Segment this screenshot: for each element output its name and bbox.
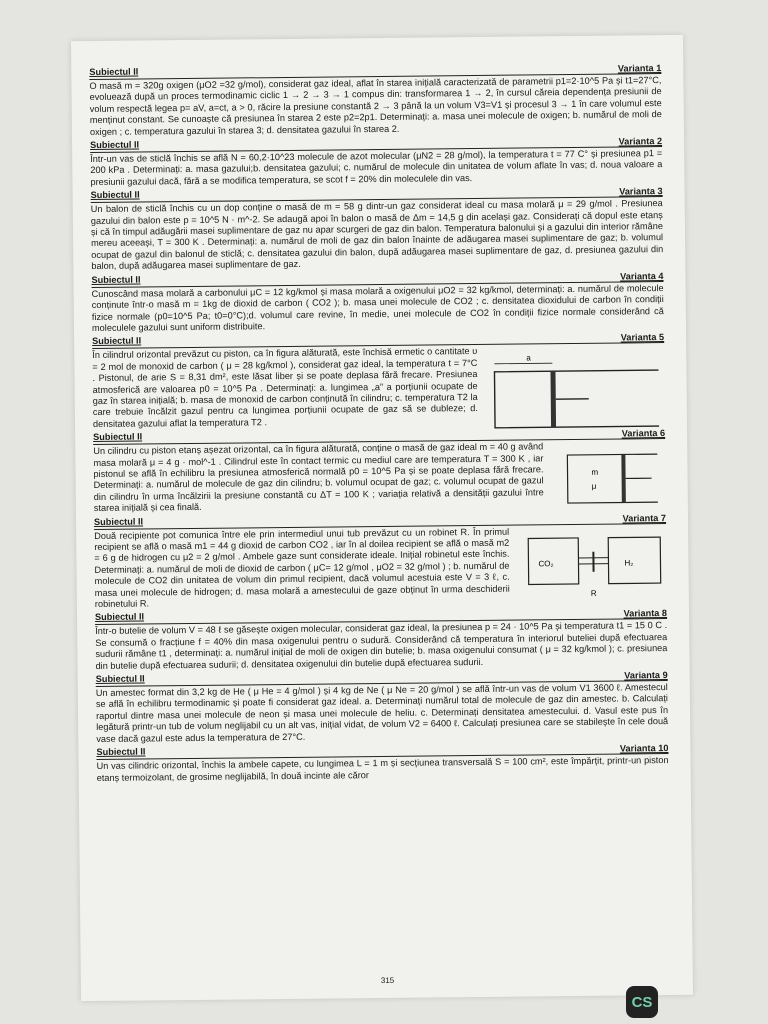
two-containers-figure bbox=[524, 531, 665, 600]
piston bbox=[550, 371, 556, 427]
page-number: 315 bbox=[380, 975, 395, 986]
variant-label: Varianta 3 bbox=[619, 186, 663, 197]
problem-variant-2 bbox=[90, 134, 662, 188]
problem-variant-6 bbox=[93, 426, 666, 514]
dimension-line bbox=[494, 364, 552, 365]
subject-heading: Subiectul II bbox=[95, 673, 145, 685]
molar-mass-label: μ bbox=[591, 481, 597, 491]
length-label-a: a bbox=[526, 353, 531, 363]
container-h2 bbox=[608, 537, 660, 584]
h2-label: H₂ bbox=[624, 557, 634, 568]
document-content bbox=[89, 61, 668, 786]
subject-heading: Subiectul II bbox=[90, 139, 140, 151]
valve-label: R bbox=[590, 588, 597, 598]
problem-variant-4 bbox=[91, 269, 664, 335]
variant-label: Varianta 1 bbox=[617, 63, 662, 74]
variant-label: Varianta 10 bbox=[619, 743, 669, 754]
co2-label: CO₂ bbox=[538, 558, 554, 568]
problem-text: Într-o butelie de volum V = 48 ℓ se găsește oxigen molecular, considerat gaz ideal, la presiunea p = 24 · 10^5 Pa și temperatura t1 = 15 0 C . Se consumă o fracțiune f = 40% din masa oxigenului pentru o sudură. Considerând că temperatura în interiorul buteliei după efectuarea sudurii rămâne t1 , determinați: a. numărul inițial de moli de oxigen din butelie; b. masa oxigenului consumat ( μ = 32 kg/kmol ); c. presiunea din butelie după efectuarea sudurii; d. densitatea oxigenului din butelie după efectuarea sudurii. bbox=[95, 620, 668, 671]
variant-label: Varianta 2 bbox=[618, 136, 663, 147]
variant-label: Varianta 8 bbox=[623, 608, 668, 619]
variant-label: Varianta 4 bbox=[620, 270, 664, 282]
problem-variant-10 bbox=[96, 741, 668, 784]
variant-label: Varianta 7 bbox=[622, 512, 667, 524]
problem-text: Un vas cilindric orizontal, închis la ambele capete, cu lungimea L = 1 m și secțiunea transversală S = 100 cm², este împărțit, printr-un piston etanș termoizolant, de grosime neglijabilă, în două incinte ale căror bbox=[96, 755, 669, 783]
subject-heading: Subiectul II bbox=[91, 274, 141, 285]
problem-text: Cunoscând masa molară a carbonului μC = 12 kg/kmol și masa molară a oxigenului μO2 = 32 kg/kmol, determinați: a. numărul de molecule conținute într-o masă m = 1kg de dioxid de carbon ( CO2 ); b. masa unei molecule de CO2 ; c. densitatea dioxidului de carbon în condiții fizice normale (p0=10^5 Pa; t0=0°C);d. volumul care revine, în medie, unei molecule de CO2 în condiții fizice normale considerând că moleculele gazului sunt uniform distribuite. bbox=[91, 282, 664, 333]
problem-variant-1 bbox=[89, 61, 662, 138]
variant-label: Varianta 9 bbox=[624, 670, 668, 681]
problem-text: Două recipiente pot comunica între ele prin intermediul unui tub prevăzut cu un robinet R. În primul recipient se află o masă m1 = 44 g dioxid de carbon CO2 , iar în al doilea recipient se află o masă m2 = 6 g de hidrogen cu μ2 = 2 g/mol . Ambele gaze sunt considerate ideale. Inițial robinetul este închis. Determinați: a. numărul de moli de dioxid de carbon ( μC= 12 g/mol , μO2 = 32 g/mol ) ; b. numărul de molecule de CO2 din unitatea de volum din primul recipient, dacă volumul acestuia este V = 3 ℓ, c. masa unei molecule de hidrogen; d. masa molară a amestecului de gaze obținut în urma deschiderii robinetului R. bbox=[94, 526, 510, 610]
subject-heading: Subiectul II bbox=[90, 189, 140, 201]
problem-variant-5 bbox=[92, 330, 665, 430]
variant-label: Varianta 6 bbox=[621, 428, 666, 439]
camscanner-logo-icon bbox=[626, 986, 658, 1018]
problem-text: Un balon de sticlă închis cu un dop conține o masă de m = 58 g dintr-un gaz considerat ideal cu masa molară μ = 29 g/mol . Presiunea gazului din balon este p = 10^5 N · m^-2. Se adaugă apoi în balon o masă de Δm = 14,5 g din același gaz. Considerați că dopul este etanș și că în timpul adăugării masei suplimentare de gaz nu apar scurgeri de gaz din balon. Temperatura balonului și a gazului din interior rămâne mereu aceeași, T = 300 K . Determinați: a. numărul de moli de gaz din balon înainte de adăugarea masei suplimentare de gaz; b. volumul ocupat de gazul din balonul de sticlă; c. densitatea gazului din balon, după adăugarea masei suplimentare de gaz, d. presiunea gazului din balon, după adăugarea masei suplimentare de gaz. bbox=[90, 198, 664, 272]
subject-heading: Subiectul II bbox=[93, 516, 144, 527]
piston bbox=[621, 455, 626, 503]
problem-text: O masă m = 320g oxigen (μO2 =32 g/mol), considerat gaz ideal, aflat în starea inițială caracterizată de parametrii p1=2·10^5 Pa și t1=27°C, evoluează după un proces termodinamic ciclic 1 → 2 → 3 → 1 compus din: transformarea 1 → 2, în cursul căreia dependența presiunii de volum respectă legea p= aV, a=ct, a > 0, răcire la presiune constantă 2 → 3 până la un volum V3=V1 și procesul 3 → 1 în care volumul este menținut constant. Se cunoaște că presiunea în starea 2 este p2=2p1. Determinați: a. masa unei molecule de oxigen; b. numărul de moli de oxigen ; c. temperatura gazului în starea 3; d. densitatea gazului în starea 2. bbox=[89, 75, 662, 137]
problem-text: Într-un vas de sticlă închis se află N = 60,2·10^23 molecule de azot molecular (μN2 = 28 g/mol), la temperatura t = 77 C° și presiunea p1 = 200 kPa . Determinați: a. masa gazului;b. densitatea gazului; c. numărul de molecule din unitatea de volum aflate în vas; d. noua valoare a presiunii gazului dacă, fără a se modifica temperatura, se scot f = 20% din moleculele din vas. bbox=[90, 148, 663, 187]
problem-variant-3 bbox=[91, 184, 664, 272]
problem-text: În cilindrul orizontal prevăzut cu piston, ca în figura alăturată, este închisă ermetic o cantitate υ = 2 mol de monoxid de carbon ( μ = 28 kg/kmol ), considerat gaz ideal, la temperatura t = 7°C . Pistonul, de arie S = 8,31 dm², este lăsat liber și se poate deplasa fără frecare. Presiunea atmosferică are valoarea p0 = 10^5 Pa . Determinați: a. lungimea „a” a porțiunii ocupate de gaz în starea inițială; b. masa de monoxid de carbon conținută în cilindru; c. temperatura T2 la care trebuie încălzit gazul pentru ca lungimea porțiunii ocupate de gaz să se dubleze; d. densitatea gazului aflat la temperatura T2 . bbox=[92, 346, 478, 429]
mass-label: m bbox=[591, 467, 599, 477]
problem-variant-7 bbox=[94, 511, 667, 611]
subject-heading: Subiectul II bbox=[89, 66, 139, 78]
subject-heading: Subiectul II bbox=[94, 611, 145, 623]
problem-text: Un cilindru cu piston etanș așezat orizontal, ca în figura alăturată, conține o masă de gaz ideal m = 40 g având masa molară μ = 4 g · mol^-1 . Cilindrul este în contact termic cu mediul care are temperatura T = 300 K , iar pistonul se află în echilibru la presiunea atmosferică normală p0 = 10^5 Pa și se poate deplasa fără frecare. Determinați: a. numărul de molecule de gaz din cilindru; b. volumul ocupat de gaz; c. volumul ocupat de gazul din cilindru în urma încălzirii la presiune constantă cu ΔT = 100 K ; variația relativă a densității gazului între starea inițială și cea finală. bbox=[93, 441, 544, 514]
subject-heading: Subiectul II bbox=[92, 335, 142, 347]
subject-heading: Subiectul II bbox=[96, 746, 146, 758]
variant-label: Varianta 5 bbox=[620, 332, 665, 343]
cylinder-piston-figure bbox=[492, 348, 663, 432]
problem-variant-8 bbox=[95, 606, 668, 672]
logo-text: CS bbox=[631, 993, 653, 1011]
document-page bbox=[71, 35, 693, 1001]
problem-variant-9 bbox=[96, 668, 669, 745]
problem-text: Un amestec format din 3,2 kg de He ( μ He = 4 g/mol ) și 4 kg de Ne ( μ Ne = 20 g/mol ) se află într-un vas de volum V1 3600 ℓ. Amestecul se află în echilibru termodinamic și poate fi considerat gaz ideal. a. Determinați numărul total de molecule de gaz din amestec. b. Calculați raportul dintre masa unei molecule de neon și masa unei molecule de heliu. c. Determinați densitatea amestecului. d. Vasul este pus în legătură printr-un tub de volum neglijabil cu un alt vas, inițial vidat, de volum V2 = 6400 ℓ. Calculați presiunea care se stabilește în cele două vase dacă gazul este adus la temperatura de 27°C. bbox=[95, 682, 669, 744]
horizontal-cylinder-figure bbox=[561, 448, 662, 509]
subject-heading: Subiectul II bbox=[93, 431, 143, 443]
